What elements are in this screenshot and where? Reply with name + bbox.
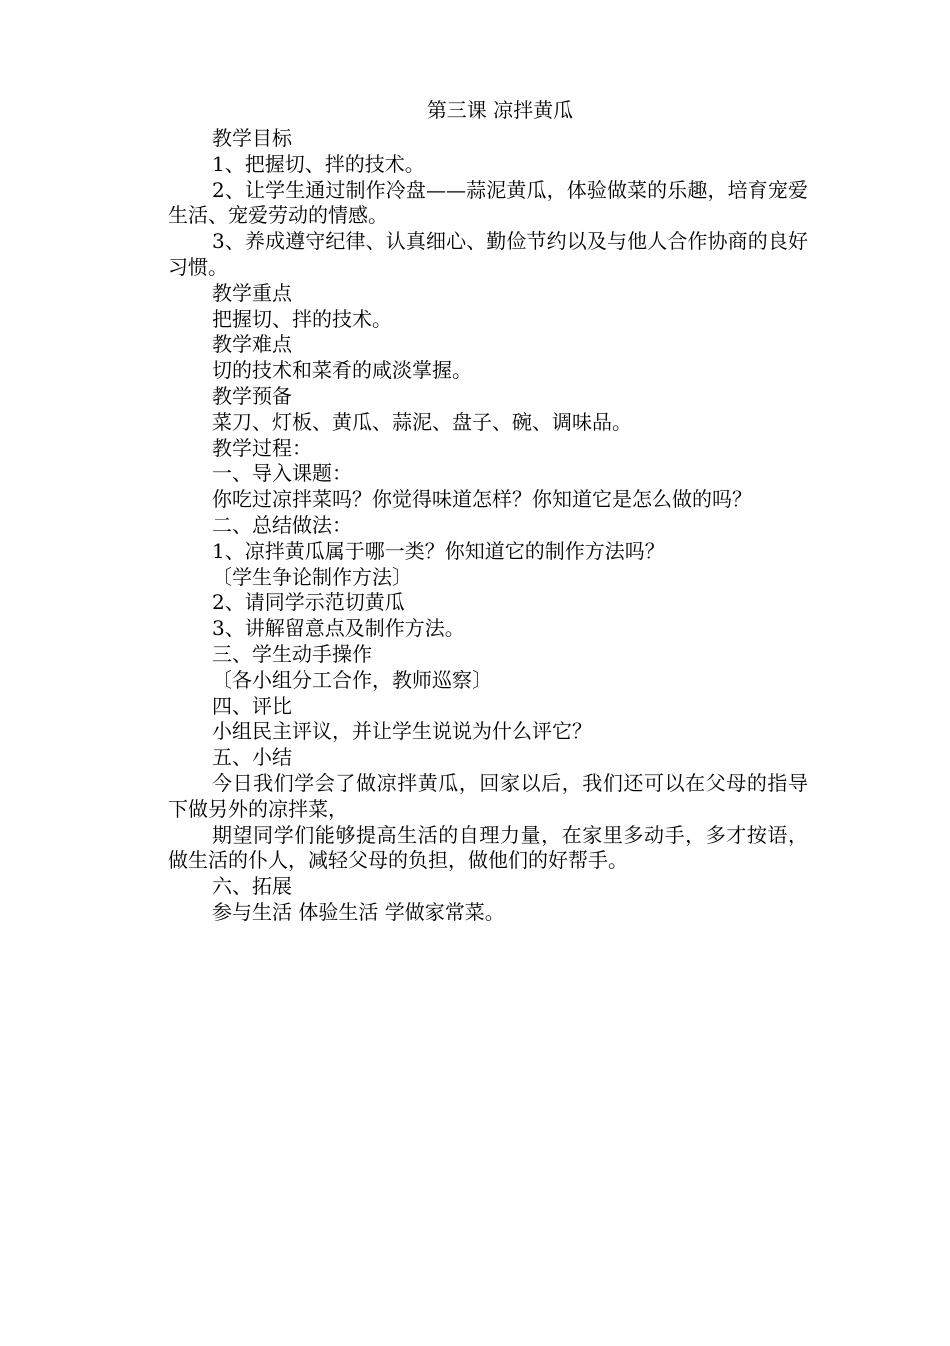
section-heading-process: 教学过程： — [212, 435, 312, 460]
section-heading-difficulties: 教学难点 — [212, 332, 292, 357]
step-3-note: 〔各小组分工合作，教师巡察〕 — [212, 667, 492, 692]
step-2-item-3: 3、讲解留意点及制作方法。 — [212, 616, 465, 641]
step-heading-3: 三、学生动手操作 — [212, 641, 372, 666]
step-heading-6: 六、拓展 — [212, 874, 292, 899]
step-heading-5: 五、小结 — [212, 745, 292, 770]
objective-2: 2、让学生通过制作冷盘——蒜泥黄瓜，体验做菜的乐趣，培育宠爱生活、宠爱劳动的情感。 — [168, 177, 808, 228]
key-points-text: 把握切、拌的技术。 — [212, 306, 392, 331]
preparation-text: 菜刀、灯板、黄瓜、蒜泥、盘子、碗、调味品。 — [212, 409, 632, 434]
step-1-text: 你吃过凉拌菜吗？你觉得味道怎样？你知道它是怎么做的吗？ — [212, 487, 752, 512]
section-heading-preparation: 教学预备 — [212, 383, 292, 408]
objective-1: 1、把握切、拌的技术。 — [212, 151, 425, 176]
document-title: 第三课 凉拌黄瓜 — [426, 98, 574, 122]
difficulties-text: 切的技术和菜肴的咸淡掌握。 — [212, 358, 472, 383]
step-heading-4: 四、评比 — [212, 693, 292, 718]
step-heading-2: 二、总结做法： — [212, 512, 352, 537]
step-heading-1: 一、导入课题： — [212, 461, 352, 486]
step-2-item-2: 2、请同学示范切黄瓜 — [212, 590, 405, 615]
document-page — [168, 94, 808, 926]
step-5-text-1: 今日我们学会了做凉拌黄瓜，回家以后，我们还可以在父母的指导下做另外的凉拌菜， — [168, 770, 808, 821]
objective-3: 3、养成遵守纪律、认真细心、勤俭节约以及与他人合作协商的良好习惯。 — [168, 229, 808, 279]
step-5-text-2: 期望同学们能够提高生活的自理力量，在家里多动手，多才按语，做生活的仆人，减轻父母的负担，做他们的好帮手。 — [168, 822, 808, 873]
section-heading-objectives: 教学目标 — [212, 126, 292, 150]
step-2-note: 〔学生争论制作方法〕 — [212, 564, 412, 589]
step-6-text: 参与生活 体验生活 学做家常菜。 — [212, 899, 505, 924]
step-4-text: 小组民主评议，并让学生说说为什么评它？ — [212, 719, 592, 744]
section-heading-key-points: 教学重点 — [212, 280, 292, 305]
step-2-item-1: 1、凉拌黄瓜属于哪一类？你知道它的制作方法吗？ — [212, 538, 665, 563]
